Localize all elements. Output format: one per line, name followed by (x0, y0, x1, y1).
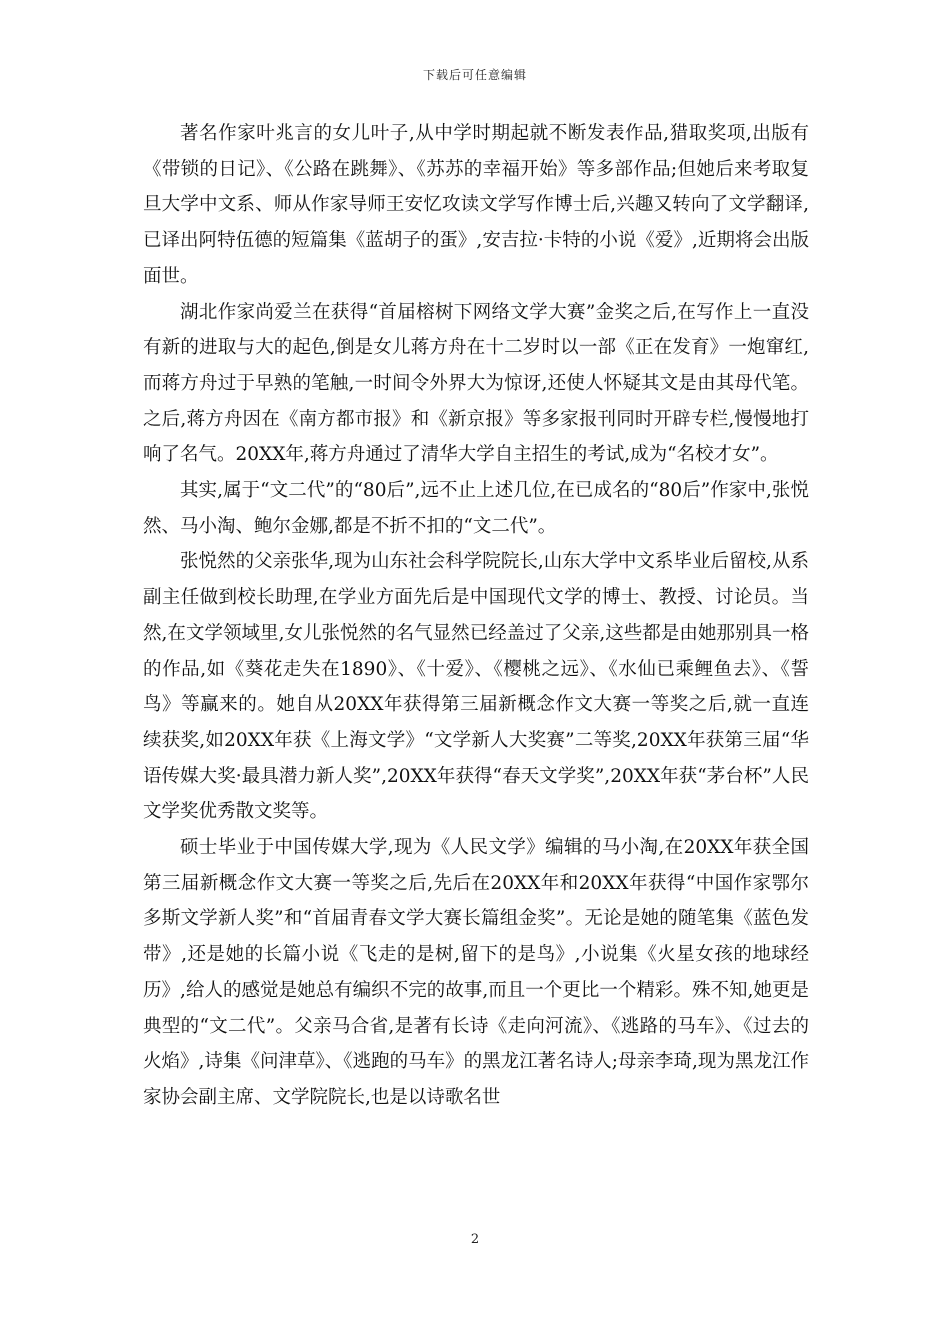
paragraph: 湖北作家尚爱兰在获得“首届榕树下网络文学大赛”金奖之后,在写作上一直没有新的进取与大的起色,倒是女儿蒋方舟在十二岁时以一部《正在发育》一炮窜红,而蒋方舟过于早熟的笔触,一时间令外界大为惊讶,还使人怀疑其文是由其母代笔。之后,蒋方舟因在《南方都市报》和《新京报》等多家报刊同时开辟专栏,慢慢地打响了名气。20XX年,蒋方舟通过了清华大学自主招生的考试,成为“名校才女”。 (143, 301, 809, 466)
paragraph: 其实,属于“文二代”的“80后”,远不止上述几位,在已成名的“80后”作家中,张悦然、马小淘、鲍尔金娜,都是不折不扣的“文二代”。 (143, 480, 809, 537)
paragraph: 张悦然的父亲张华,现为山东社会科学院院长,山东大学中文系毕业后留校,从系副主任做到校长助理,在学业方面先后是中国现代文学的博士、教授、讨论员。当然,在文学领域里,女儿张悦然的名气显然已经盖过了父亲,这些都是由她那别具一格的作品,如《葵花走失在1890》、《十爱》、《樱桃之远》、《水仙已乘鲤鱼去》、《誓鸟》等赢来的。她自从20XX年获得第三届新概念作文大赛一等奖之后,就一直连续获奖,如20XX年获《上海文学》“文学新人大奖赛”二等奖,20XX年获第三届“华语传媒大奖·最具潜力新人奖”,20XX年获得“春天文学奖”,20XX年获“茅台杯”人民文学奖优秀散文奖等。 (143, 551, 809, 823)
page-number: 2 (470, 1232, 480, 1247)
paragraph: 硕士毕业于中国传媒大学,现为《人民文学》编辑的马小淘,在20XX年获全国第三届新概念作文大赛一等奖之后,先后在20XX年和20XX年获得“中国作家鄂尔多斯文学新人奖”和“首届青春文学大赛长篇组金奖”。无论是她的随笔集《蓝色发带》,还是她的长篇小说《飞走的是树,留下的是鸟》,小说集《火星女孩的地球经历》,给人的感觉是她总有编织不完的故事,而且一个更比一个精彩。殊不知,她更是典型的“文二代”。父亲马合省,是著有长诗《走向河流》、《逃路的马车》、《过去的火焰》,诗集《问津草》、《逃跑的马车》的黑龙江著名诗人;母亲李琦,现为黑龙江作家协会副主席、文学院院长,也是以诗歌名世 (143, 837, 809, 1108)
document-body (143, 116, 809, 1116)
page-header: 下载后可任意编辑 (422, 68, 527, 82)
paragraph: 著名作家叶兆言的女儿叶子,从中学时期起就不断发表作品,猎取奖项,出版有《带锁的日记》、《公路在跳舞》、《苏苏的幸福开始》等多部作品;但她后来考取复旦大学中文系、师从作家导师王安忆攻读文学写作博士后,兴趣又转向了文学翻译,已译出阿特伍德的短篇集《蓝胡子的蛋》,安吉拉·卡特的小说《爱》,近期将会出版面世。 (143, 123, 809, 287)
